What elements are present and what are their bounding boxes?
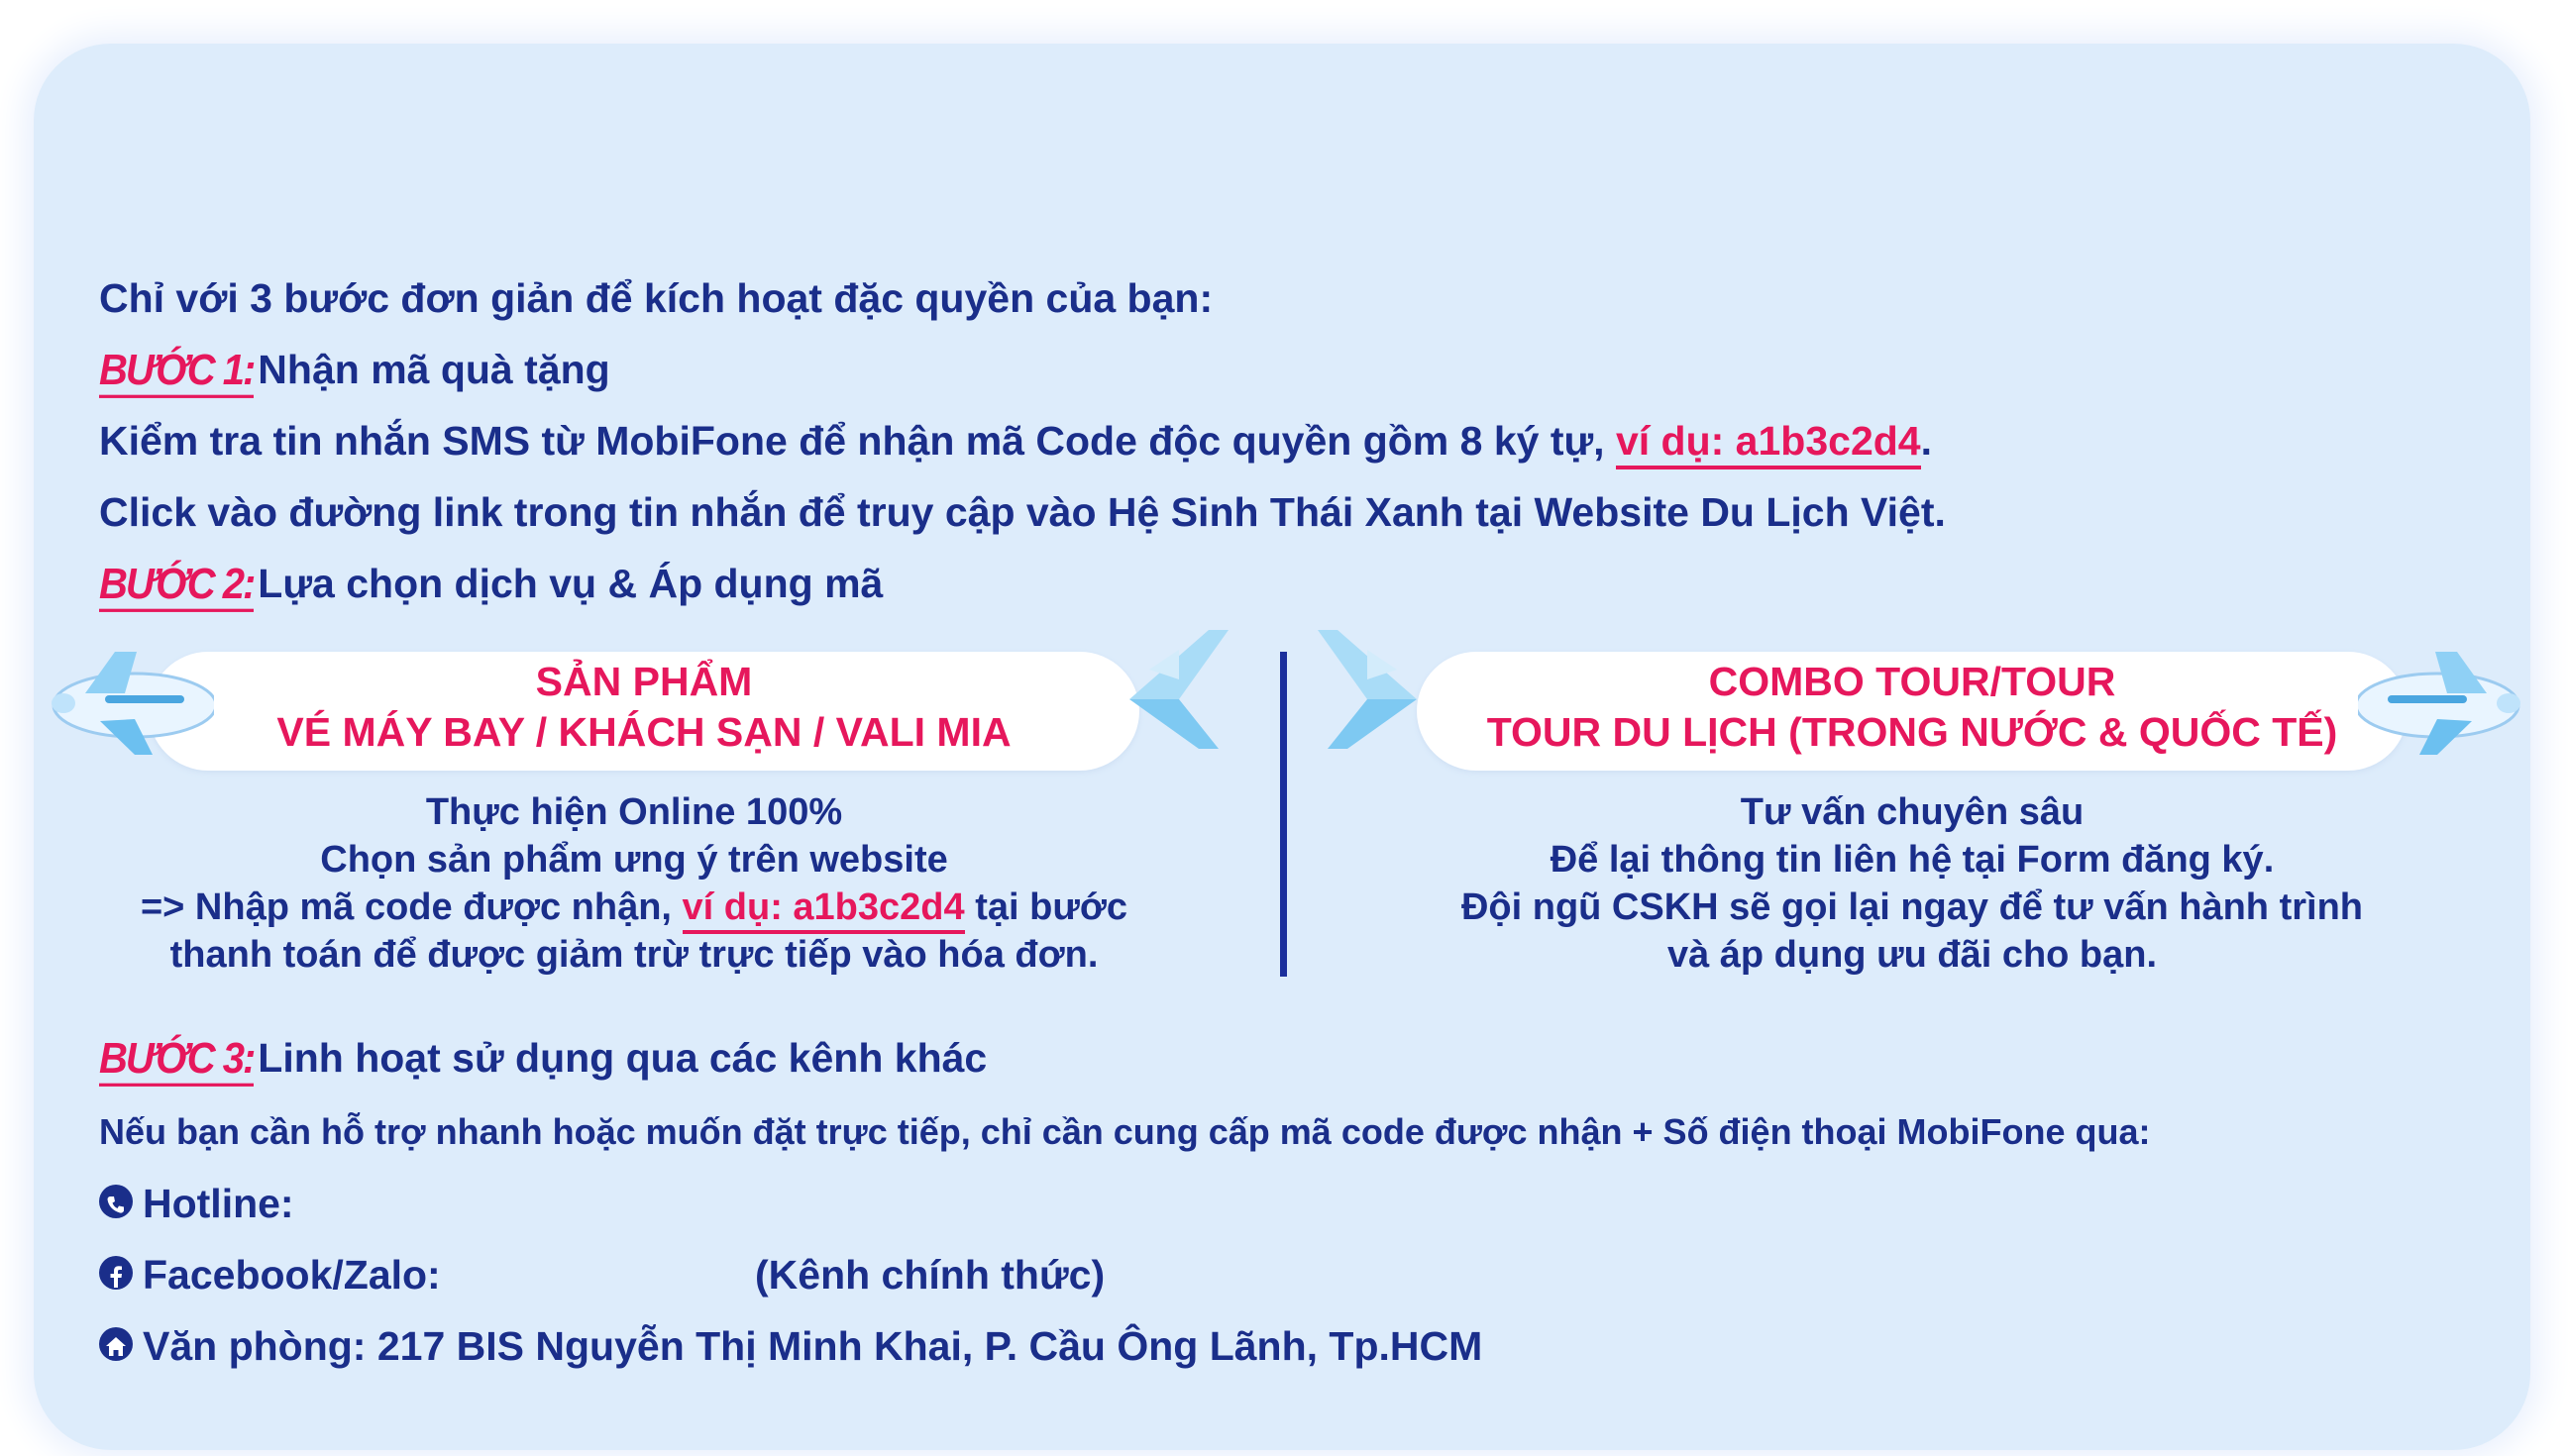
step1-title: Nhận mã quà tặng <box>258 347 610 392</box>
step2-heading <box>99 561 883 610</box>
facebook-icon <box>99 1256 133 1290</box>
right-column-text <box>1367 788 2457 979</box>
left-line2: Chọn sản phẩm ưng ý trên website <box>320 839 948 881</box>
left-column-text <box>89 788 1179 979</box>
facebook-label: Facebook/Zalo: <box>143 1252 441 1298</box>
hotline-row <box>99 1181 294 1227</box>
right-banner-title: COMBO TOUR/TOUR <box>1708 659 2116 704</box>
left-line1: Thực hiện Online 100% <box>425 791 843 833</box>
office-row <box>99 1323 1482 1370</box>
step2-title: Lựa chọn dịch vụ & Áp dụng mã <box>258 561 884 606</box>
step2-tag: BƯỚC 2: <box>99 561 254 612</box>
right-line2: Để lại thông tin liên hệ tại Form đăng ký. <box>1550 839 2275 881</box>
step1-heading <box>99 347 610 396</box>
home-icon <box>99 1327 133 1361</box>
step1-tag: BƯỚC 1: <box>99 347 254 398</box>
step3-title: Linh hoạt sử dụng qua các kênh khác <box>258 1035 988 1081</box>
step1-line1 <box>99 418 1932 465</box>
left-line4: thanh toán để được giảm trừ trực tiếp vào hóa đơn. <box>169 934 1099 976</box>
step1-example-code: ví dụ: a1b3c2d4 <box>1616 418 1921 469</box>
left-banner-subtitle: VÉ MÁY BAY / KHÁCH SẠN / VALI MIA <box>276 709 1012 755</box>
hotline-label: Hotline: <box>143 1181 294 1226</box>
right-banner-subtitle: TOUR DU LỊCH (TRONG NƯỚC & QUỐC TẾ) <box>1486 709 2338 755</box>
right-line1: Tư vấn chuyên sâu <box>1740 791 2085 833</box>
left-line3-text: => Nhập mã code được nhận, <box>140 886 683 928</box>
step3-heading <box>99 1035 987 1085</box>
step1-line1-end: . <box>1920 418 1932 464</box>
right-line3: Đội ngũ CSKH sẽ gọi lại ngay để tư vấn hành trình <box>1460 886 2364 928</box>
airplane-tail-icon-right <box>1308 630 1427 759</box>
right-line4: và áp dụng ưu đãi cho bạn. <box>1666 934 2158 976</box>
left-line3 <box>89 884 1179 931</box>
office-address: Văn phòng: 217 BIS Nguyễn Thị Minh Khai, P. Cầu Ông Lãnh, Tp.HCM <box>143 1323 1483 1369</box>
column-divider <box>1280 652 1287 977</box>
step3-description: Nếu bạn cần hỗ trợ nhanh hoặc muốn đặt trực tiếp, chỉ cần cung cấp mã code được nhận + Số điện thoại MobiFone qua: <box>99 1111 2151 1152</box>
intro-text: Chỉ với 3 bước đơn giản để kích hoạt đặc quyền của bạn: <box>99 275 1214 321</box>
step1-line1-text: Kiểm tra tin nhắn SMS từ MobiFone để nhận mã Code độc quyền gồm 8 ký tự, <box>99 418 1616 464</box>
left-banner-title: SẢN PHẨM <box>535 659 753 704</box>
step1-line2: Click vào đường link trong tin nhắn để truy cập vào Hệ Sinh Thái Xanh tại Website Du Lịch Việt. <box>99 489 1946 535</box>
step3-tag: BƯỚC 3: <box>99 1035 254 1087</box>
phone-icon <box>99 1185 133 1218</box>
left-example-code: ví dụ: a1b3c2d4 <box>683 886 965 934</box>
facebook-note: (Kênh chính thức) <box>755 1252 1106 1298</box>
left-line3-end: tại bước <box>964 886 1127 928</box>
facebook-row <box>99 1252 441 1299</box>
